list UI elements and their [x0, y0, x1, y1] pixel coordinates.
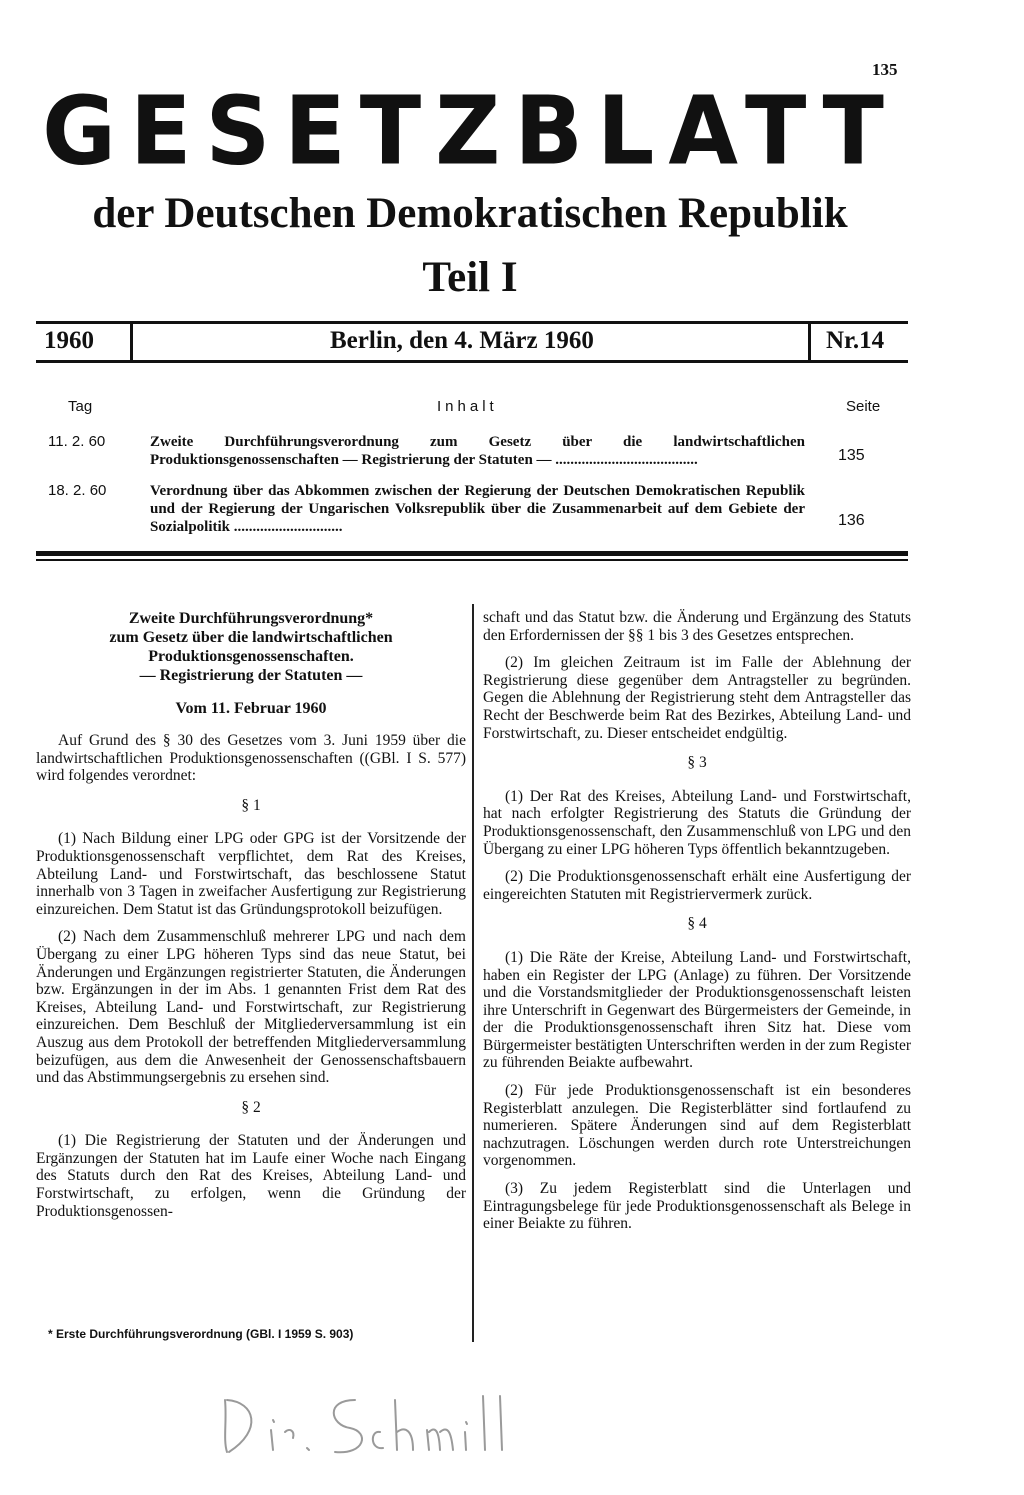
article-preamble: Auf Grund des § 30 des Gesetzes vom 3. Juni 1959 über die landwirtschaftlichen Produktionsgenossenschaften ((GBl. I S. 577) wird folgendes verordnet: [36, 732, 466, 785]
toc-entry-title: Zweite Durchführungsverordnung zum Gesetz über die landwirtschaftlichen Produktionsgenossenschaften — Registrierung der Statuten — ...................................... [150, 434, 805, 468]
masthead-part: Teil I [422, 254, 518, 301]
toc-entry-title: Verordnung über das Abkommen zwischen der Regierung der Deutschen Demokratischen Republik und der Regierung der Ungarischen Volksrepublik über die Zusammenarbeit auf dem Gebiete der Sozialpolitik ............................. [150, 483, 805, 535]
section-4-paragraph-3: (3) Zu jedem Registerblatt sind die Unterlagen und Eintragungsbelege für jede Produktionsgenossenschaft als Belege in einer Beiakte zu führen. [483, 1180, 911, 1233]
infobar-top-rule [36, 321, 908, 324]
section-2-paragraph-1: (1) Die Registrierung der Statuten und der Änderungen und Ergänzungen der Statuten hat im Laufe einer Woche nach Eingang des Statuts durch den Rat des Kreises, Abteilung Land- und Forstwirtschaft, zu erfolgen, wenn die Gründung der Produktionsgenossen- [36, 1132, 466, 1220]
toc-entry [40, 433, 900, 473]
toc-column-day: Tag [68, 398, 93, 415]
toc-thick-rule [36, 551, 908, 556]
article-title-line: Produktionsgenossenschaften. [148, 648, 354, 665]
section-heading-4: § 4 [687, 915, 707, 933]
article-title-line: Zweite Durchführungsverordnung* [128, 610, 374, 627]
article-left-column [36, 609, 466, 1230]
masthead-subtitle: der Deutschen Demokratischen Republik [92, 190, 848, 237]
toc-column-contents: Inhalt [437, 398, 498, 415]
section-3-paragraph-1: (1) Der Rat des Kreises, Abteilung Land- und Forstwirtschaft, hat nach erfolgter Registrierung des Statuts die Gründung der Produktionsgenossenschaft, den Zusammenschluß von LPG und den Übergang zu einer LPG höheren Typs öffentlich bekanntzugeben. [483, 787, 911, 858]
section-heading-2: § 2 [241, 1098, 261, 1116]
masthead-title: GESETZBLATT [42, 76, 898, 187]
section-4-paragraph-2: (2) Für jede Produktionsgenossenschaft ist ein besonderes Registerblatt anzulegen. Die Registerblätter sind fortlaufend zu numerieren. Spätere Änderungen sind auf dem Registerblatt nachzutragen. Löschungen werden durch rote Unterstreichungen vorgenommen. [483, 1082, 911, 1170]
toc-entry-date: 18. 2. 60 [48, 482, 107, 499]
infobar-bottom-rule [36, 360, 908, 363]
article-title [36, 609, 466, 685]
infobar-divider-left [130, 321, 133, 363]
infobar-year: 1960 [44, 327, 94, 354]
section-heading-1: § 1 [241, 796, 261, 814]
article-right-column [483, 609, 911, 1243]
toc-entry-page: 136 [838, 512, 865, 529]
page-number: 135 [872, 60, 898, 79]
toc-thin-rule [36, 559, 908, 561]
section-4-paragraph-1: (1) Die Räte der Kreise, Abteilung Land- und Forstwirtschaft, haben ein Register der LPG (Anlage) zu führen. Der Vorsitzende und die Vorstandsmitglieder der Produktionsgenossenschaft leisten ihre Unterschrift in Gegenwart des Bürgermeisters der Gemeinde, in der die Produktionsgenossenschaft ihren Sitz hat. Diese vom Bürgermeister bestätigten Unterschriften werden in der zum Register zu führenden Beiakte aufbewahrt. [483, 948, 911, 1072]
section-3-paragraph-2: (2) Die Produktionsgenossenschaft erhält eine Ausfertigung der eingereichten Statuten mit Registriervermerk zurück. [483, 868, 911, 903]
section-1-paragraph-1: (1) Nach Bildung einer LPG oder GPG ist der Vorsitzende der Produktionsgenossenschaft verpflichtet, dem Rat des Kreises, Abteilung Land- und Forstwirtschaft, das beschlossene Statut innerhalb von 3 Tagen in zweifacher Ausfertigung zur Registrierung einzureichen. Dem Statut ist das Gründungsprotokoll beizufügen. [36, 830, 466, 918]
handwritten-signature [215, 1380, 515, 1460]
section-heading-3: § 3 [687, 754, 707, 772]
section-2-paragraph-2: (2) Im gleichen Zeitraum ist im Falle der Ablehnung der Registrierung diese gegenüber dem Antragsteller zu begründen. Gegen die Ablehnung der Registrierung steht dem Antragsteller das Recht der Beschwerde beim Rat des Bezirkes, Abteilung Land- und Forstwirtschaft, zu. Dieser entscheidet endgültig. [483, 654, 911, 742]
section-2-paragraph-1-continued: schaft und das Statut bzw. die Änderung und Ergänzung des Statuts den Erfordernissen der §§ 1 bis 3 des Gesetzes entsprechen. [483, 609, 911, 644]
toc-entry-page: 135 [838, 447, 865, 464]
section-1-paragraph-2: (2) Nach dem Zusammenschluß mehrerer LPG und nach dem Übergang zu einer LPG höheren Typs sind das neue Statut, bei Änderungen und Ergänzungen registrierter Statuten, die Änderungen bzw. Ergänzungen in der im Abs. 1 genannten Frist dem Rat des Kreises, Abteilung Land- und Forstwirtschaft, zur Registrierung einzureichen. Dem Beschluß der Mitgliederversammlung ist ein Auszug aus dem Protokoll der betreffenden Mitgliederversammlung beizufügen, aus dem die Anwesenheit der Genossenschaftsbauern und das Abstimmungsergebnis zu ersehen sind. [36, 928, 466, 1087]
column-divider [472, 604, 474, 1342]
toc-entry-date: 11. 2. 60 [48, 433, 106, 450]
article-date: Vom 11. Februar 1960 [175, 700, 327, 717]
infobar-divider-right [808, 321, 811, 363]
toc-entry [40, 482, 900, 542]
article-title-line: zum Gesetz über die landwirtschaftlichen [109, 629, 393, 646]
infobar-place-date: Berlin, den 4. März 1960 [330, 327, 594, 354]
toc-column-page: Seite [846, 398, 881, 415]
infobar-issue: Nr.14 [826, 327, 885, 354]
article-title-line: — Registrierung der Statuten — [139, 667, 363, 684]
footnote: * Erste Durchführungsverordnung (GBl. I 1959 S. 903) [48, 1327, 354, 1341]
